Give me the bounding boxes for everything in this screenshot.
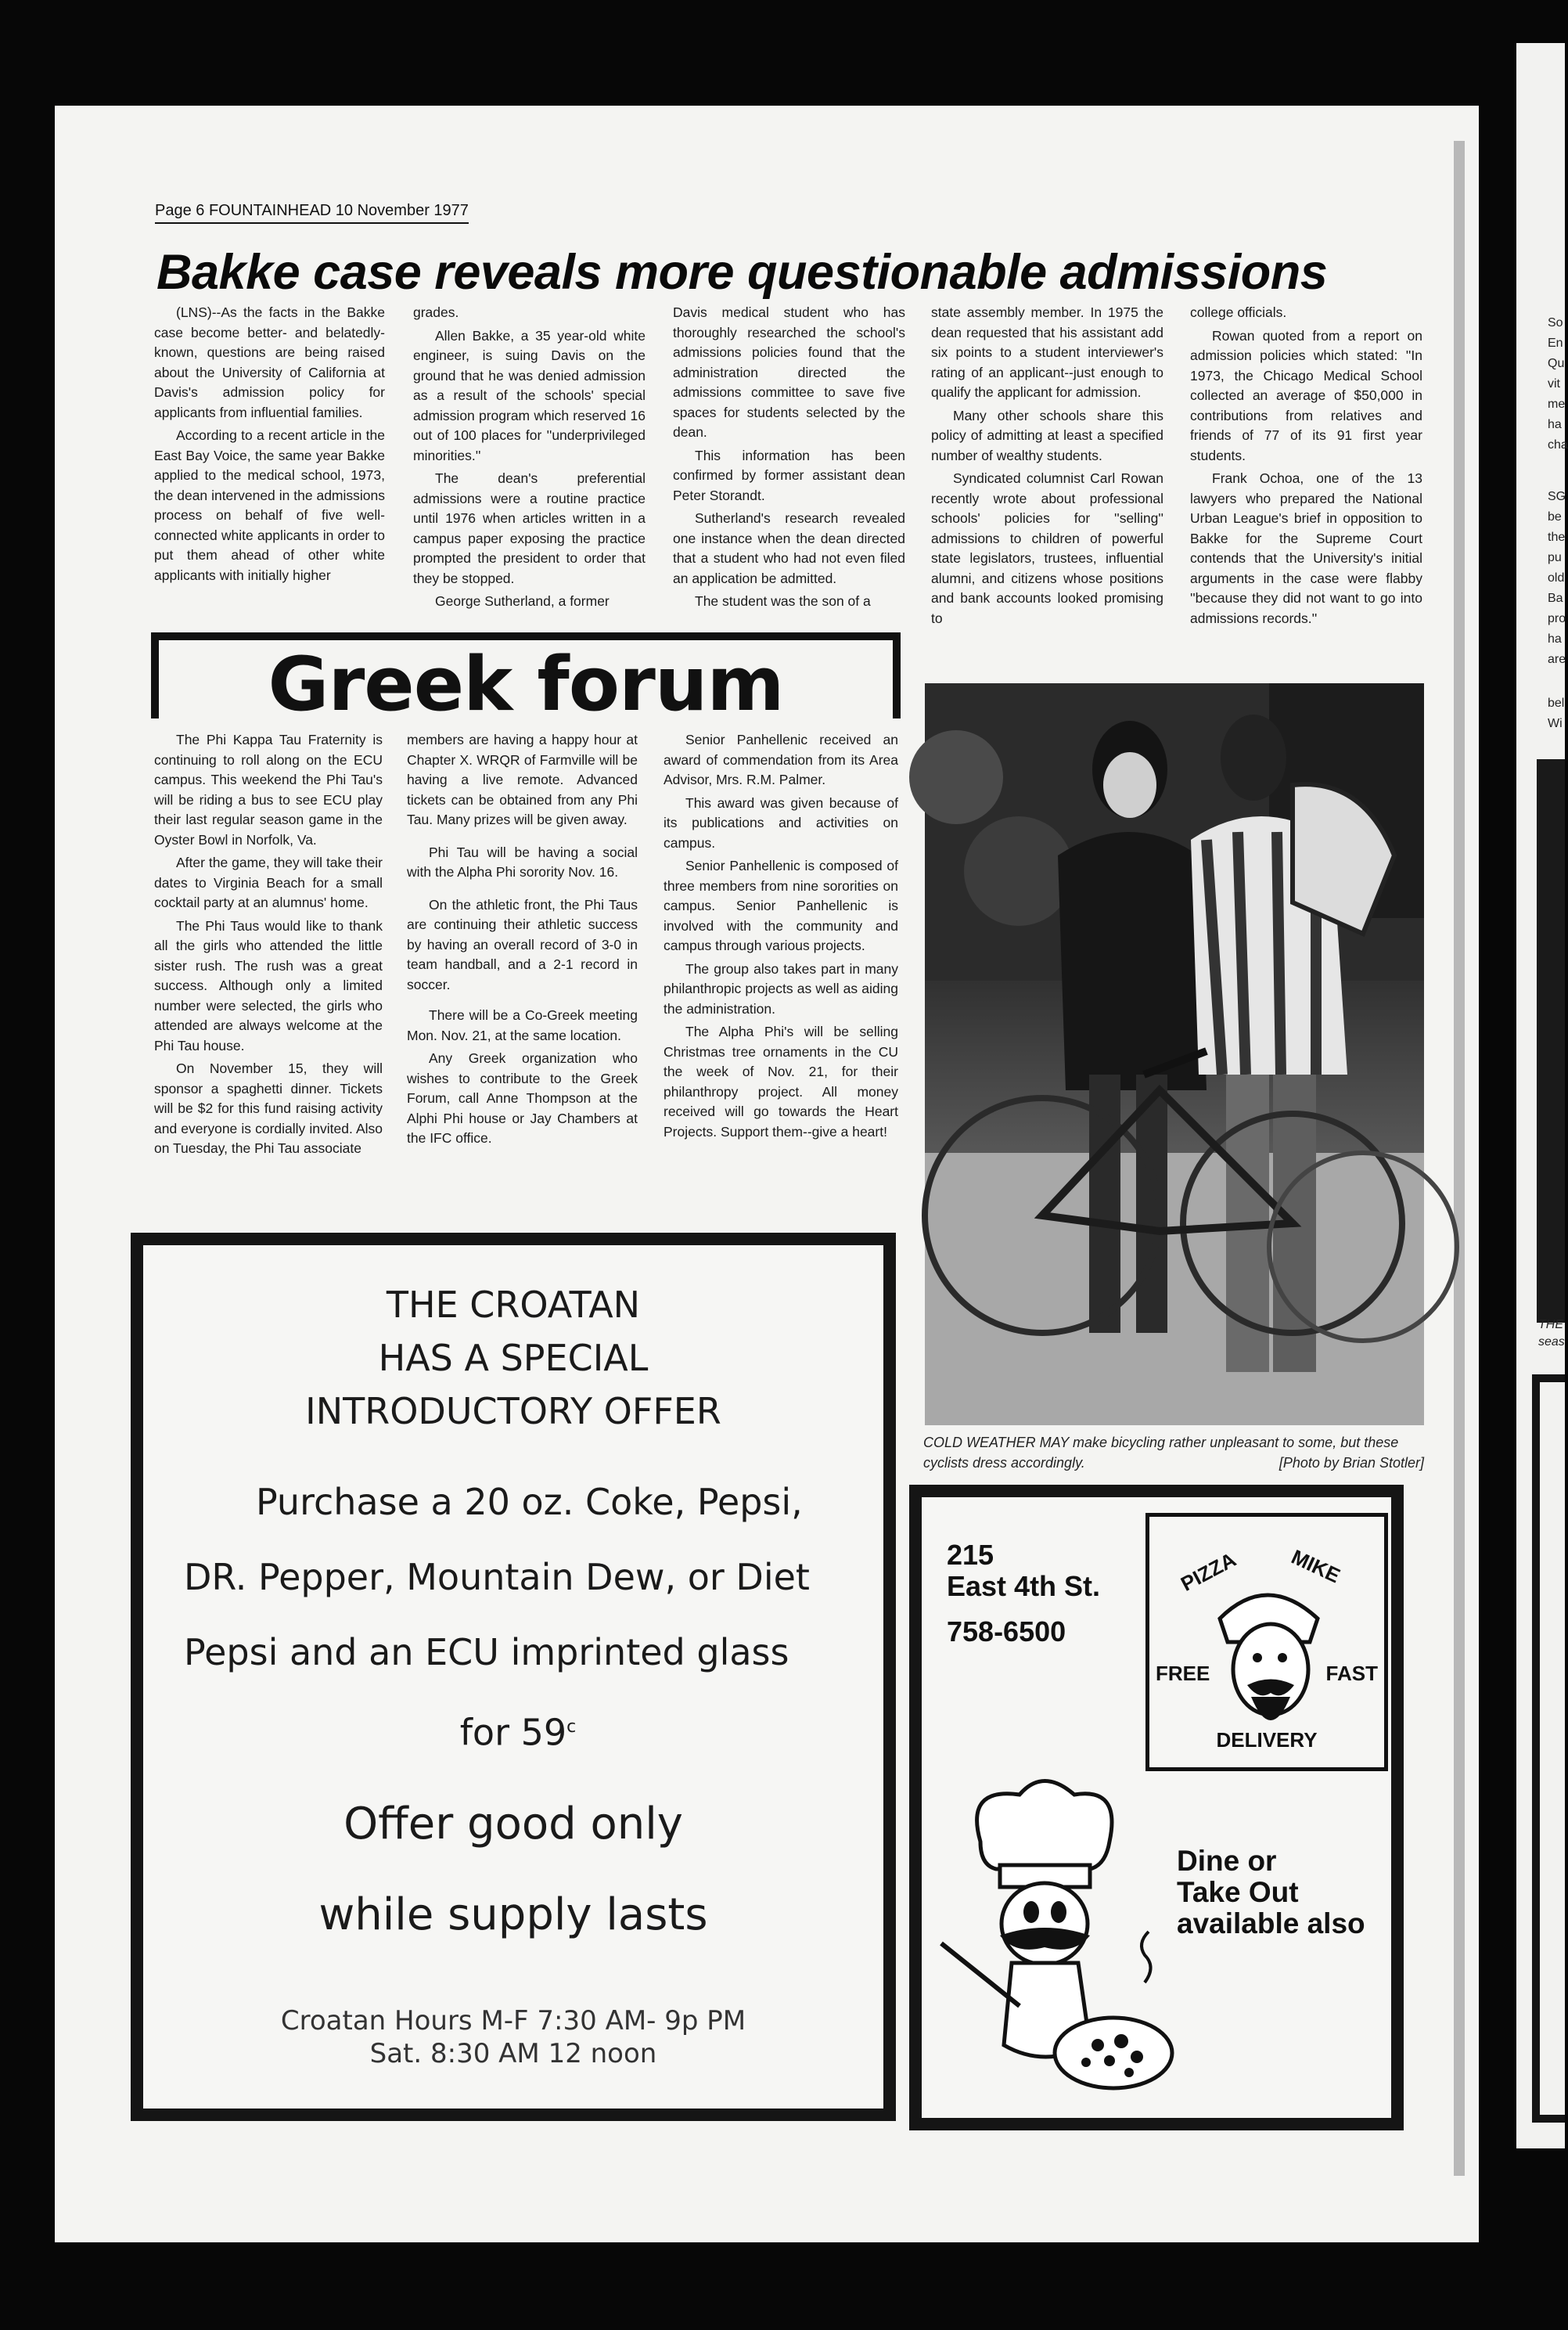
chef-with-pizza-icon <box>933 1771 1184 2116</box>
croatan-advertisement <box>131 1233 896 2121</box>
pizza-dine-or-takeout: Dine or Take Out available also <box>1177 1845 1365 1939</box>
logo-word-delivery: DELIVERY <box>1216 1728 1318 1752</box>
croatan-heading: THE CROATAN HAS A SPECIAL INTRODUCTORY OFFER <box>305 1284 721 1432</box>
logo-word-pizza: PIZZA <box>1177 1547 1240 1596</box>
greek-column-2: members are having a happy hour at Chapter X. WRQR of Farmville will be having a live remote. Advanced tickets can be obtained from any Phi Tau. Many prizes will be given away. Phi Tau will be having a social with the Alpha Phi sorority Nov. 16. On the athletic front, the Phi Taus are continuing their athletic success by having an overall record of 3-0 in team handball, and a 2-1 record in soccer. There will be a Co-Greek meeting Mon. Nov. 21, at the same location. Any Greek organization who wishes to contribute to the Greek Forum, call Anne Thompson at the Alphi Phi house or Jay Chambers at the IFC office. <box>407 732 638 1146</box>
page-folio: Page 6 FOUNTAINHEAD 10 November 1977 <box>155 202 469 224</box>
croatan-hours: Croatan Hours M-F 7:30 AM- 9p PM Sat. 8:30 AM 12 noon <box>280 2005 746 2069</box>
adjacent-photo <box>1537 759 1565 1323</box>
greek-forum-banner <box>151 632 901 728</box>
bakke-column-5: college officials. Rowan quoted from a report on admission policies which stated: ''In 1973, the Chicago Medical School collected an average of $50,000 in contributions from relatives and friends of 77 of its 91 first year students. Frank Ochoa, one of the 13 lawyers who prepared the National Urban League's brief in opposition to Bakke for the Supreme Court contends that the University's initial arguments in the case were flabby ''because they did not want to go into admissions records.'' <box>1190 304 1422 626</box>
adjacent-page-text: So En Qu vit me ha cha SG be the pu old Ba pro ha are bel Wi <box>1548 316 1568 730</box>
pizza-address: 215 East 4th St. 758-6500 <box>947 1539 1101 1648</box>
chef-cartoon <box>933 1771 1184 2116</box>
logo-word-free: FREE <box>1156 1662 1210 1685</box>
bakke-headline: Bakke case reveals more questionable admissions <box>156 245 1328 300</box>
greek-column-3: Senior Panhellenic received an award of commendation from its Area Advisor, Mrs. R.M. Palmer. This award was given because of its publications and activities on campus. Senior Panhellenic is composed of three members from nine sororities on campus. Senior Panhellenic is involved with the community and campus through various projects. The group also takes part in many philanthropic projects as well as aiding the administration. The Alpha Phi's will be selling Christmas tree ornaments in the CU the week of Nov. 21, for their philanthropy project. All money received will go towards the Heart Projects. Support them--give a heart! <box>664 732 898 1140</box>
logo-word-mike: MIKE <box>1287 1544 1344 1588</box>
croatan-offer-text: Purchase a 20 oz. Coke, Pepsi, DR. Pepper, Mountain Dew, or Diet Pepsi and an ECU imprinted glass for 59$^c$ <box>184 1481 810 1754</box>
adjacent-ad-box <box>1532 1374 1565 2123</box>
greek-column-1: The Phi Kappa Tau Fraternity is continuing to roll along on the ECU campus. This weekend the Phi Tau's will be riding a bus to see ECU play their last regular season game in the Oyster Bowl in Norfolk, Va. After the game, they will take their dates to Virginia Beach for a small cocktail party at an alumnus' home. The Phi Taus would like to thank all the girls who attended the little sister rush. The rush was a great success. Although only a limited number were selected, the girls who attended are always welcome at the Phi Tau house. On November 15, they will sponsor a spaghetti dinner. Tickets will be $2 for this fund raising activity and everyone is cordially invited. Also on Tuesday, the Phi Tau associate <box>154 732 383 1156</box>
croatan-offer-limit: Offer good only while supply lasts <box>318 1799 708 1940</box>
adjacent-caption: THE seas <box>1538 1318 1565 1349</box>
photo-caption-text: COLD WEATHER MAY make bicycling rather unpleasant to some, but these cyclists dress accordingly. <box>923 1435 1399 1471</box>
pizza-mike-advertisement <box>909 1485 1404 2130</box>
bakke-column-4: state assembly member. In 1975 the dean requested that his assistant add six points to a student interviewer's rating of an applicant--just enough to qualify the applicant for admission. Many other schools share this policy of admitting at least a specified number of wealthy students. Syndicated columnist Carl Rowan recently wrote about professional schools' policies for ''selling'' admissions to children of powerful state legislators, trustees, influential alumni, and citizens whose positions and bank accounts looked promising to <box>931 304 1163 626</box>
cyclists-photo <box>925 683 1424 1425</box>
photo-caption <box>923 1432 1424 1473</box>
pizza-mike-logo <box>1145 1513 1388 1771</box>
cyclists-illustration <box>925 683 1424 1425</box>
bakke-column-2: grades. Allen Bakke, a 35 year-old white engineer, is suing Davis on the ground that he was denied admission as a result of the schools' special admission program which reserved 16 out of 100 places for ''underprivileged minorities.'' The dean's preferential admissions were a routine practice until 1976 when articles written in a campus paper exposing the practice prompted the president to order that they be stopped. George Sutherland, a former <box>413 304 646 609</box>
greek-forum-title: Greek forum <box>268 642 784 728</box>
photo-credit: [Photo by Brian Stotler] <box>1278 1455 1424 1471</box>
logo-word-fast: FAST <box>1325 1662 1378 1685</box>
bakke-column-3: Davis medical student who has thoroughly researched the school's admissions policies found that the administration directed the admissions committee to save five spaces for students selected by the dean. This information has been confirmed by former assistant dean Peter Storandt. Sutherland's research revealed one instance when the dean directed that a student who had not even filed an application be admitted. The student was the son of a <box>673 304 905 609</box>
page-edge-shadow <box>1454 141 1465 2176</box>
bakke-column-1: (LNS)--As the facts in the Bakke case become better- and belatedly- known, questions are being raised about the University of California at Davis's admission policy for applicants from influential families. According to a recent article in the East Bay Voice, the same year Bakke applied to the medical school, 1973, the dean intervened in the admissions process on behalf of five well-connected white applicants in order to put them ahead of other white applicants with initially higher <box>154 304 385 583</box>
